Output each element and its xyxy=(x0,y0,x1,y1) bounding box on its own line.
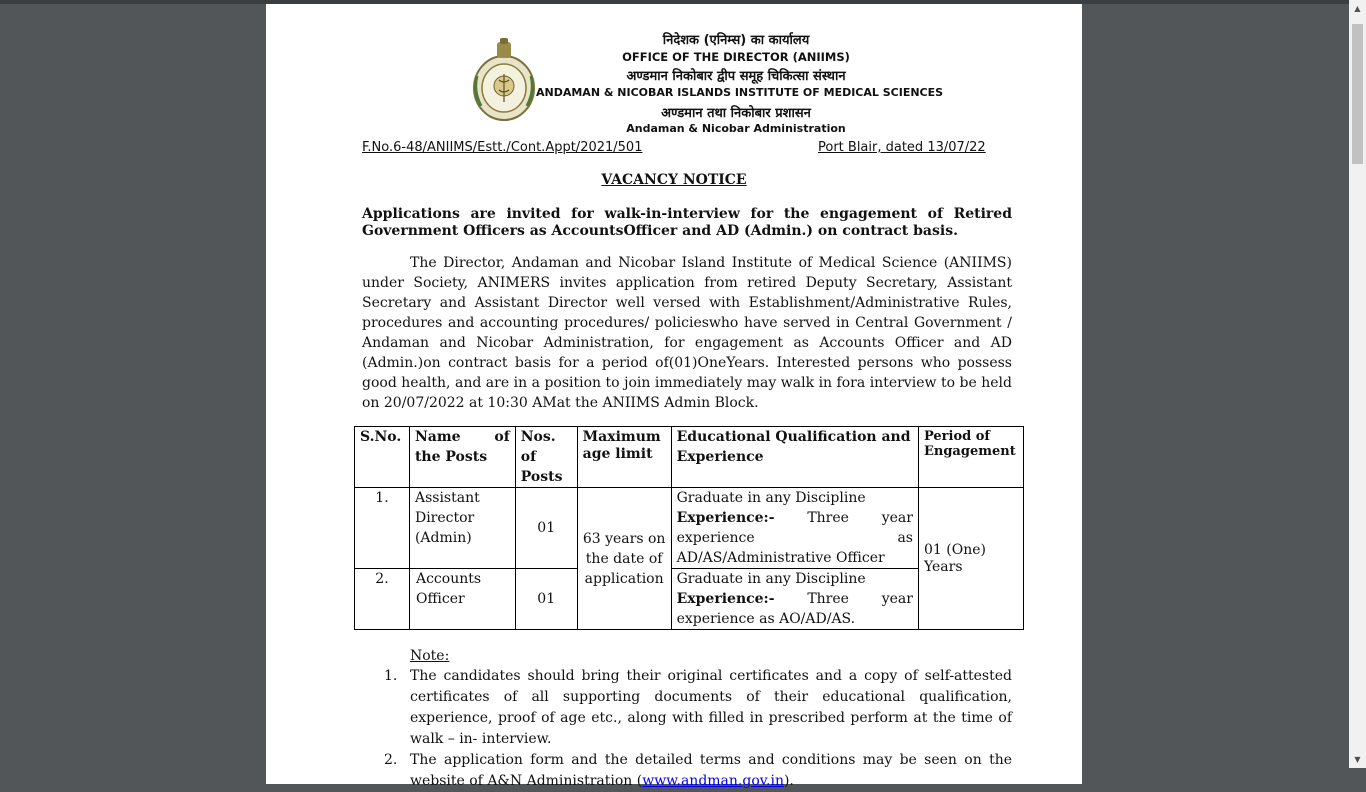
row-nos: 01 xyxy=(515,488,577,569)
row-edu-line: Graduate in any Discipline xyxy=(676,490,866,506)
note-text: The candidates should bring their original certificates and a copy of self-attested certificates of all supporting documents of their educational qualification, experience, proof of age etc., along with filled in prescribed perform at the time of walk – in- interview. xyxy=(410,668,1012,747)
note-title: Note: xyxy=(410,648,450,664)
row-experience xyxy=(677,589,913,629)
header-sno: S.No. xyxy=(355,427,410,488)
vertical-scrollbar[interactable] xyxy=(1349,0,1366,768)
row-exp-text: Three year experience as AO/AD/AS. xyxy=(676,591,913,627)
notice-subject: Applications are invited for walk-in-interview for the engagement of Retired Government Officers as AccountsOfficer and AD (Admin.) on contract basis. xyxy=(362,206,1012,239)
list-item xyxy=(384,750,1012,792)
notice-body: The Director, Andaman and Nicobar Island Institute of Medical Science (ANIIMS) under Society, ANIMERS invites application from retired Deputy Secretary, Assistant Secretary and Assistant Director well versed with Establishment/Administrative Rules, procedures and accounting procedures/ policieswho have served in Central Government / Andaman and Nicobar Administration, for engagement as Accounts Officer and AD (Admin.)on contract basis for a period of(01)OneYears. Interested persons who possess good health, and are in a position to join immediately may walk in fora interview to be held on 20/07/2022 at 10:30 AMat the ANIIMS Admin Block. xyxy=(362,255,1012,411)
row-nos: 01 xyxy=(515,569,577,630)
row-exp-label: Experience:- xyxy=(676,510,775,526)
row-edu xyxy=(671,488,918,569)
page-title: VACANCY NOTICE xyxy=(601,172,747,188)
note-number: 2. xyxy=(384,752,398,768)
header-edu: Educational Qualification and Experience xyxy=(671,427,918,488)
row-exp-label: Experience:- xyxy=(676,591,775,607)
header-office: OFFICE OF THE DIRECTOR (ANIIMS) xyxy=(622,50,850,64)
file-number: F.No.6-48/ANIIMS/Estt./Cont.Appt/2021/501 xyxy=(362,140,643,155)
header-nos: Nos. of Posts xyxy=(515,427,577,488)
scroll-up-icon[interactable]: ▲ xyxy=(1354,4,1361,13)
header-hindi-admin: अण्डमान तथा निकोबार प्रशासन xyxy=(661,106,811,121)
row-name: Assistant Director (Admin) xyxy=(409,488,515,569)
note-text: The application form and the detailed terms and conditions may be seen on the website of A&N Administration ( xyxy=(410,752,1012,789)
header-name: Name of the Posts xyxy=(409,427,515,488)
list-item xyxy=(384,666,1012,750)
header-hindi-institute: अण्डमान निकोबार द्वीप समूह चिकित्सा संस्थान xyxy=(626,69,846,84)
row-exp-text: Three year experience as AD/AS/Administrative Officer xyxy=(676,510,913,566)
row-edu-line: Graduate in any Discipline xyxy=(676,571,866,587)
scroll-down-icon[interactable]: ▼ xyxy=(1354,755,1361,764)
website-link[interactable]: www.andman.gov.in xyxy=(642,773,784,789)
document-page xyxy=(266,4,1082,789)
header-period: Period of Engagement xyxy=(918,427,1023,488)
note-text-end: ). xyxy=(783,773,794,789)
row-experience xyxy=(677,508,913,568)
row-edu xyxy=(671,569,918,630)
period-cell: 01 (One) Years xyxy=(918,488,1023,630)
row-sno: 1. xyxy=(355,488,410,569)
place-date: Port Blair, dated 13/07/22 xyxy=(818,140,986,155)
age-limit-cell: 63 years on the date of application xyxy=(577,488,671,630)
vacancy-table xyxy=(354,426,1024,630)
table-header-row xyxy=(355,427,1024,488)
row-sno: 2. xyxy=(355,569,410,630)
header-age: Maximum age limit xyxy=(577,427,671,488)
header-institute: ANDAMAN & NICOBAR ISLANDS INSTITUTE OF MEDICAL SCIENCES xyxy=(536,86,944,99)
institute-emblem-icon xyxy=(469,36,539,124)
row-name: Accounts Officer xyxy=(409,569,515,630)
notes-list xyxy=(384,666,1012,792)
table-row xyxy=(355,488,1024,569)
scrollbar-thumb[interactable] xyxy=(1352,24,1363,164)
note-number: 1. xyxy=(384,668,398,684)
header-hindi-office: निदेशक (एनिम्स) का कार्यालय xyxy=(662,33,810,48)
header-admin: Andaman & Nicobar Administration xyxy=(626,122,846,135)
